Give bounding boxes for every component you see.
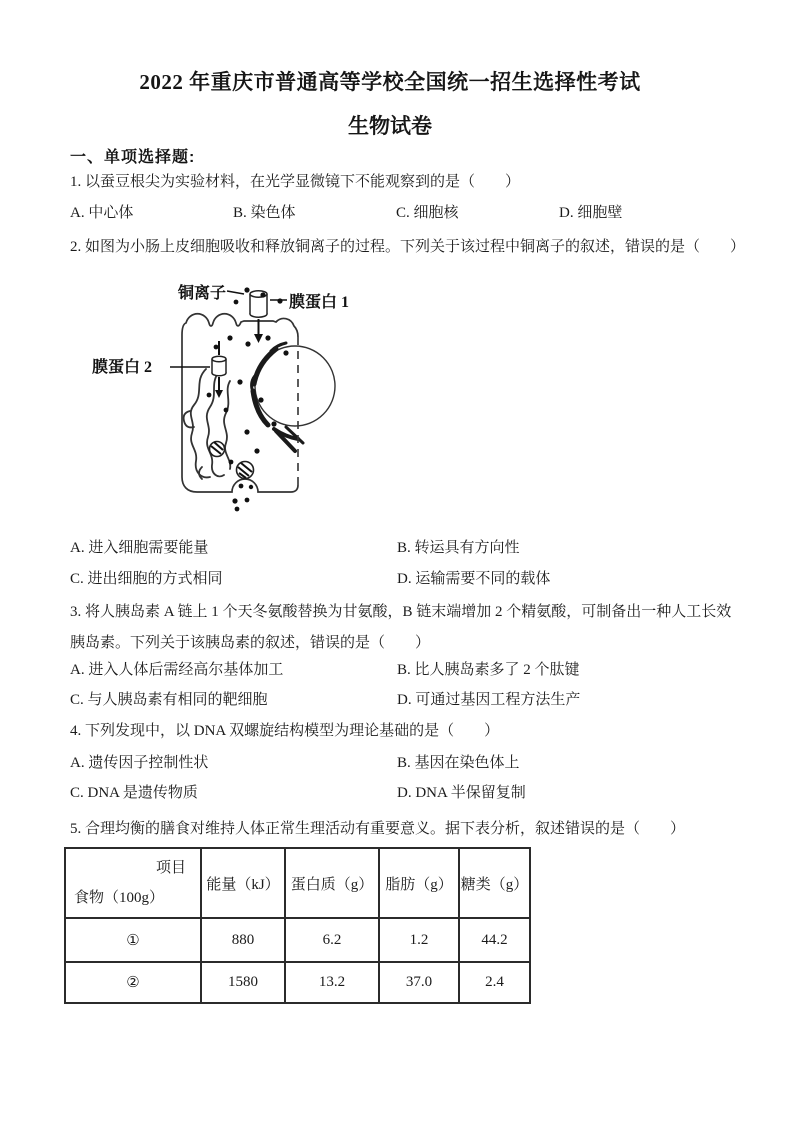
nutrition-table <box>64 847 531 1004</box>
table-corner-cell <box>65 848 201 918</box>
cell-value: 44.2 <box>459 918 530 962</box>
question-3-text: 3. 将人胰岛素 A 链上 1 个天冬氨酸替换为甘氨酸，B 链末端增加 2 个精氨酸，可制备出一种人工长效胰岛素。下列关于该胰岛素的叙述，错误的是（ ） <box>70 604 732 651</box>
question-1-option-d: D. 细胞壁 <box>559 205 623 221</box>
cell-value: 13.2 <box>285 962 379 1003</box>
cell-value: 1580 <box>201 962 285 1003</box>
question-4-option-d: D. DNA 半保留复制 <box>397 785 526 801</box>
table-row <box>65 962 530 1003</box>
question-4-option-a: A. 遗传因子控制性状 <box>70 755 209 771</box>
cell-diagram <box>90 281 440 523</box>
cell-value: 880 <box>201 918 285 962</box>
question-1-option-c: C. 细胞核 <box>396 205 459 221</box>
transport-arrow-2 <box>215 377 223 398</box>
question-2-option-c: C. 进出细胞的方式相同 <box>70 571 223 587</box>
question-5-text: 5. 合理均衡的膳食对维持人体正常生理活动有重要意义。据下表分析，叙述错误的是（ ） <box>70 821 686 837</box>
cell-value: 6.2 <box>285 918 379 962</box>
question-1-option-a: A. 中心体 <box>70 205 134 221</box>
exam-title: 2022 年重庆市普通高等学校全国统一招生选择性考试 <box>139 70 641 94</box>
question-2-text: 2. 如图为小肠上皮细胞吸收和释放铜离子的过程。下列关于该过程中铜离子的叙述，错误的是（ ） <box>70 239 746 255</box>
question-2-option-d: D. 运输需要不同的载体 <box>397 571 551 587</box>
exam-subtitle: 生物试卷 <box>348 114 432 138</box>
question-2-option-a: A. 进入细胞需要能量 <box>70 540 209 556</box>
cell-value: 1.2 <box>379 918 459 962</box>
membrane-protein-2 <box>212 356 226 376</box>
table-header-row <box>65 848 530 918</box>
question-1-option-b: B. 染色体 <box>233 205 296 221</box>
question-3-option-b: B. 比人胰岛素多了 2 个肽键 <box>397 662 580 678</box>
column-header-fat: 脂肪（g） <box>379 848 459 918</box>
membrane-protein-1-label: 膜蛋白 1 <box>289 294 350 311</box>
section-heading: 一、单项选择题: <box>70 149 196 166</box>
question-2-option-b: B. 转运具有方向性 <box>397 540 520 556</box>
question-4-option-c: C. DNA 是遗传物质 <box>70 785 198 801</box>
question-3-option-a: A. 进入人体后需经高尔基体加工 <box>70 662 284 678</box>
row-label: ② <box>65 962 201 1003</box>
endoplasmic-reticulum <box>184 369 231 479</box>
question-3-option-d: D. 可通过基因工程方法生产 <box>397 692 581 708</box>
transport-arrow-1 <box>254 319 263 343</box>
cell-value: 37.0 <box>379 962 459 1003</box>
membrane-protein-2-label: 膜蛋白 2 <box>92 359 153 376</box>
column-header-protein: 蛋白质（g） <box>285 848 379 918</box>
question-3-option-c: C. 与人胰岛素有相同的靶细胞 <box>70 692 268 708</box>
cell-value: 2.4 <box>459 962 530 1003</box>
column-header-energy: 能量（kJ） <box>201 848 285 918</box>
cell-diagram-figure <box>90 281 440 523</box>
question-4-option-b: B. 基因在染色体上 <box>397 755 520 771</box>
question-1-text: 1. 以蚕豆根尖为实验材料，在光学显微镜下不能观察到的是（ ） <box>70 174 521 190</box>
table-row <box>65 918 530 962</box>
corner-label-item: 项目 <box>155 860 186 876</box>
corner-label-food: 食物（100g） <box>74 890 165 906</box>
copper-ion-label: 铜离子 <box>178 285 227 302</box>
question-4-text: 4. 下列发现中，以 DNA 双螺旋结构模型为理论基础的是（ ） <box>70 723 500 739</box>
row-label: ① <box>65 918 201 962</box>
column-header-sugar: 糖类（g） <box>459 848 530 918</box>
